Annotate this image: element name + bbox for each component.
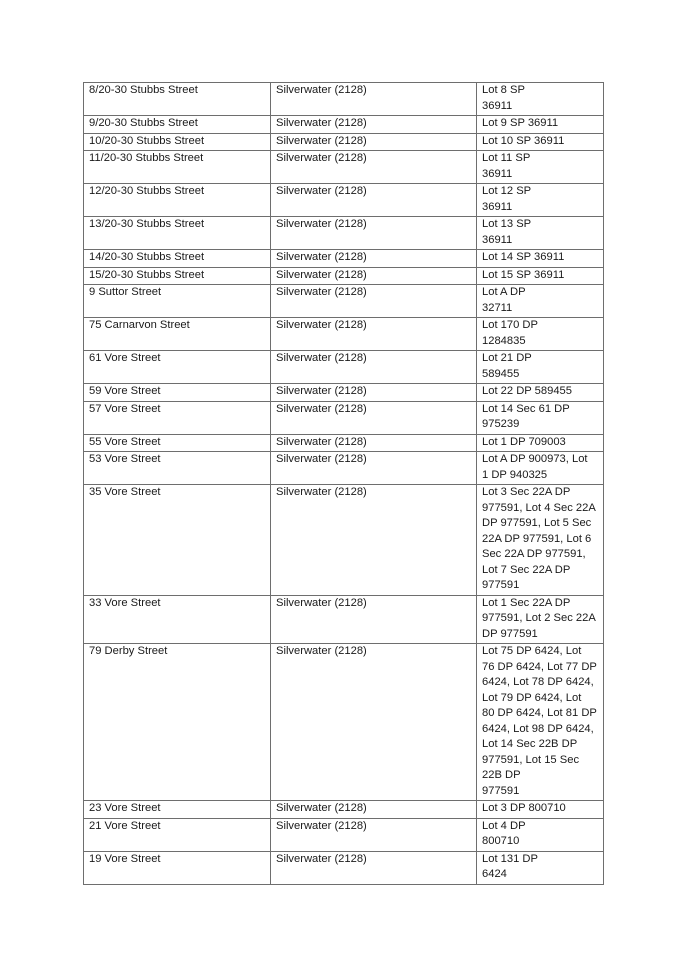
suburb-cell: Silverwater (2128) xyxy=(271,851,477,884)
lot-description-cell: Lot 131 DP 6424 xyxy=(477,851,604,884)
address-cell: 8/20-30 Stubbs Street xyxy=(84,83,271,116)
table-row xyxy=(84,401,604,434)
suburb-cell: Silverwater (2128) xyxy=(271,818,477,851)
lot-description-cell: Lot 13 SP 36911 xyxy=(477,217,604,250)
address-cell: 19 Vore Street xyxy=(84,851,271,884)
suburb-cell: Silverwater (2128) xyxy=(271,151,477,184)
suburb-cell: Silverwater (2128) xyxy=(271,485,477,596)
suburb-cell: Silverwater (2128) xyxy=(271,250,477,268)
table-row xyxy=(84,384,604,402)
table-row xyxy=(84,285,604,318)
table-row xyxy=(84,851,604,884)
lot-description-cell: Lot 4 DP 800710 xyxy=(477,818,604,851)
table-row xyxy=(84,485,604,596)
suburb-cell: Silverwater (2128) xyxy=(271,644,477,801)
address-cell: 14/20-30 Stubbs Street xyxy=(84,250,271,268)
lot-description-cell: Lot 1 DP 709003 xyxy=(477,434,604,452)
address-cell: 9 Suttor Street xyxy=(84,285,271,318)
table-row xyxy=(84,83,604,116)
property-table-body xyxy=(84,83,604,885)
address-cell: 12/20-30 Stubbs Street xyxy=(84,184,271,217)
lot-description-cell: Lot 12 SP 36911 xyxy=(477,184,604,217)
address-cell: 75 Carnarvon Street xyxy=(84,318,271,351)
table-row xyxy=(84,133,604,151)
lot-description-cell: Lot 11 SP 36911 xyxy=(477,151,604,184)
lot-description-cell: Lot 8 SP 36911 xyxy=(477,83,604,116)
table-row xyxy=(84,801,604,819)
table-row xyxy=(84,151,604,184)
suburb-cell: Silverwater (2128) xyxy=(271,285,477,318)
suburb-cell: Silverwater (2128) xyxy=(271,83,477,116)
suburb-cell: Silverwater (2128) xyxy=(271,267,477,285)
address-cell: 35 Vore Street xyxy=(84,485,271,596)
lot-description-cell: Lot 22 DP 589455 xyxy=(477,384,604,402)
suburb-cell: Silverwater (2128) xyxy=(271,116,477,134)
lot-description-cell: Lot A DP 900973, Lot 1 DP 940325 xyxy=(477,452,604,485)
suburb-cell: Silverwater (2128) xyxy=(271,434,477,452)
address-cell: 9/20-30 Stubbs Street xyxy=(84,116,271,134)
address-cell: 21 Vore Street xyxy=(84,818,271,851)
table-row xyxy=(84,452,604,485)
address-cell: 23 Vore Street xyxy=(84,801,271,819)
lot-description-cell: Lot 3 Sec 22A DP 977591, Lot 4 Sec 22A DP 977591, Lot 5 Sec 22A DP 977591, Lot 6 Sec 22A DP 977591, Lot 7 Sec 22A DP 977591 xyxy=(477,485,604,596)
address-cell: 57 Vore Street xyxy=(84,401,271,434)
address-cell: 13/20-30 Stubbs Street xyxy=(84,217,271,250)
address-cell: 59 Vore Street xyxy=(84,384,271,402)
table-row xyxy=(84,818,604,851)
lot-description-cell: Lot 14 SP 36911 xyxy=(477,250,604,268)
table-row xyxy=(84,318,604,351)
suburb-cell: Silverwater (2128) xyxy=(271,217,477,250)
lot-description-cell: Lot 15 SP 36911 xyxy=(477,267,604,285)
address-cell: 61 Vore Street xyxy=(84,351,271,384)
suburb-cell: Silverwater (2128) xyxy=(271,318,477,351)
table-row xyxy=(84,116,604,134)
suburb-cell: Silverwater (2128) xyxy=(271,595,477,644)
table-row xyxy=(84,250,604,268)
suburb-cell: Silverwater (2128) xyxy=(271,351,477,384)
suburb-cell: Silverwater (2128) xyxy=(271,384,477,402)
lot-description-cell: Lot 10 SP 36911 xyxy=(477,133,604,151)
property-table xyxy=(83,82,604,885)
lot-description-cell: Lot 3 DP 800710 xyxy=(477,801,604,819)
table-row xyxy=(84,351,604,384)
address-cell: 11/20-30 Stubbs Street xyxy=(84,151,271,184)
address-cell: 53 Vore Street xyxy=(84,452,271,485)
table-row xyxy=(84,267,604,285)
table-row xyxy=(84,184,604,217)
suburb-cell: Silverwater (2128) xyxy=(271,401,477,434)
address-cell: 10/20-30 Stubbs Street xyxy=(84,133,271,151)
suburb-cell: Silverwater (2128) xyxy=(271,133,477,151)
lot-description-cell: Lot A DP 32711 xyxy=(477,285,604,318)
lot-description-cell: Lot 170 DP 1284835 xyxy=(477,318,604,351)
table-row xyxy=(84,644,604,801)
lot-description-cell: Lot 21 DP 589455 xyxy=(477,351,604,384)
table-row xyxy=(84,217,604,250)
lot-description-cell: Lot 1 Sec 22A DP 977591, Lot 2 Sec 22A DP 977591 xyxy=(477,595,604,644)
address-cell: 15/20-30 Stubbs Street xyxy=(84,267,271,285)
lot-description-cell: Lot 9 SP 36911 xyxy=(477,116,604,134)
suburb-cell: Silverwater (2128) xyxy=(271,452,477,485)
address-cell: 33 Vore Street xyxy=(84,595,271,644)
suburb-cell: Silverwater (2128) xyxy=(271,184,477,217)
table-row xyxy=(84,434,604,452)
lot-description-cell: Lot 14 Sec 61 DP 975239 xyxy=(477,401,604,434)
address-cell: 55 Vore Street xyxy=(84,434,271,452)
lot-description-cell: Lot 75 DP 6424, Lot 76 DP 6424, Lot 77 DP 6424, Lot 78 DP 6424, Lot 79 DP 6424, Lot 80 DP 6424, Lot 81 DP 6424, Lot 98 DP 6424, Lot 14 Sec 22B DP 977591, Lot 15 Sec 22B DP 977591 xyxy=(477,644,604,801)
table-row xyxy=(84,595,604,644)
address-cell: 79 Derby Street xyxy=(84,644,271,801)
suburb-cell: Silverwater (2128) xyxy=(271,801,477,819)
